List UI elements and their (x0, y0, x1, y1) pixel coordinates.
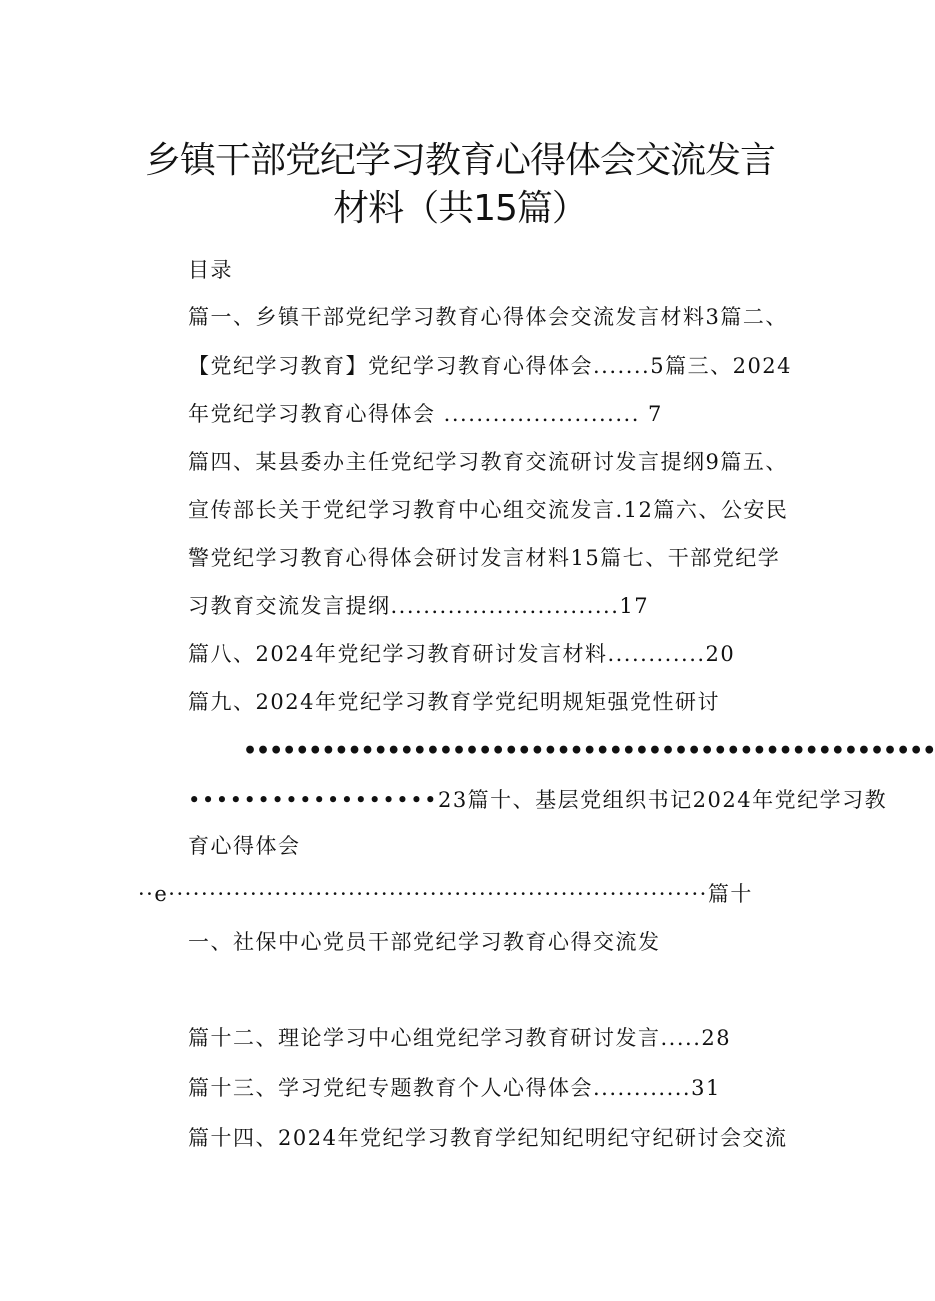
toc-leader-dots: ••••••••••••••••••••••••••••••••••••••••••••••••••••• (243, 738, 935, 764)
toc-line: 【党纪学习教育】党纪学习教育心得体会.......5篇三、2024 (188, 354, 793, 378)
toc-line: 年党纪学习教育心得体会 ........................ 7 (188, 402, 663, 426)
toc-line: ••••••••••••••••••23篇十、基层党组织书记2024年党纪学习教 (188, 788, 888, 812)
toc-line: 篇八、2024年党纪学习教育研讨发言材料............20 (188, 642, 736, 666)
toc-line: 篇九、2024年党纪学习教育学党纪明规矩强党性研讨 (188, 690, 720, 714)
toc-line: 篇四、某县委办主任党纪学习教育交流研讨发言提纲9篇五、 (188, 450, 788, 474)
toc-line: 篇十三、学习党纪专题教育个人心得体会............31 (188, 1076, 721, 1100)
toc-line: 警党纪学习教育心得体会研讨发言材料15篇七、干部党纪学 (188, 546, 781, 570)
toc-line: 宣传部长关于党纪学习教育中心组交流发言.12篇六、公安民 (188, 498, 789, 522)
document-title-line-2: 材料（共15篇） (333, 188, 587, 229)
toc-line: 篇十四、2024年党纪学习教育学纪知纪明纪守纪研讨会交流 (188, 1126, 788, 1150)
toc-line: 篇十二、理论学习中心组党纪学习教育研讨发言.....28 (188, 1026, 732, 1050)
toc-line: 习教育交流发言提纲............................17 (188, 594, 650, 618)
toc-heading: 目录 (188, 258, 233, 282)
document-title-line-1: 乡镇干部党纪学习教育心得体会交流发言 (144, 140, 775, 181)
toc-line: 育心得体会 (188, 834, 301, 858)
toc-line: ··e··································································篇十 (138, 882, 753, 906)
toc-line: 一、社保中心党员干部党纪学习教育心得交流发 (188, 930, 661, 954)
toc-line: 篇一、乡镇干部党纪学习教育心得体会交流发言材料3篇二、 (188, 305, 788, 329)
